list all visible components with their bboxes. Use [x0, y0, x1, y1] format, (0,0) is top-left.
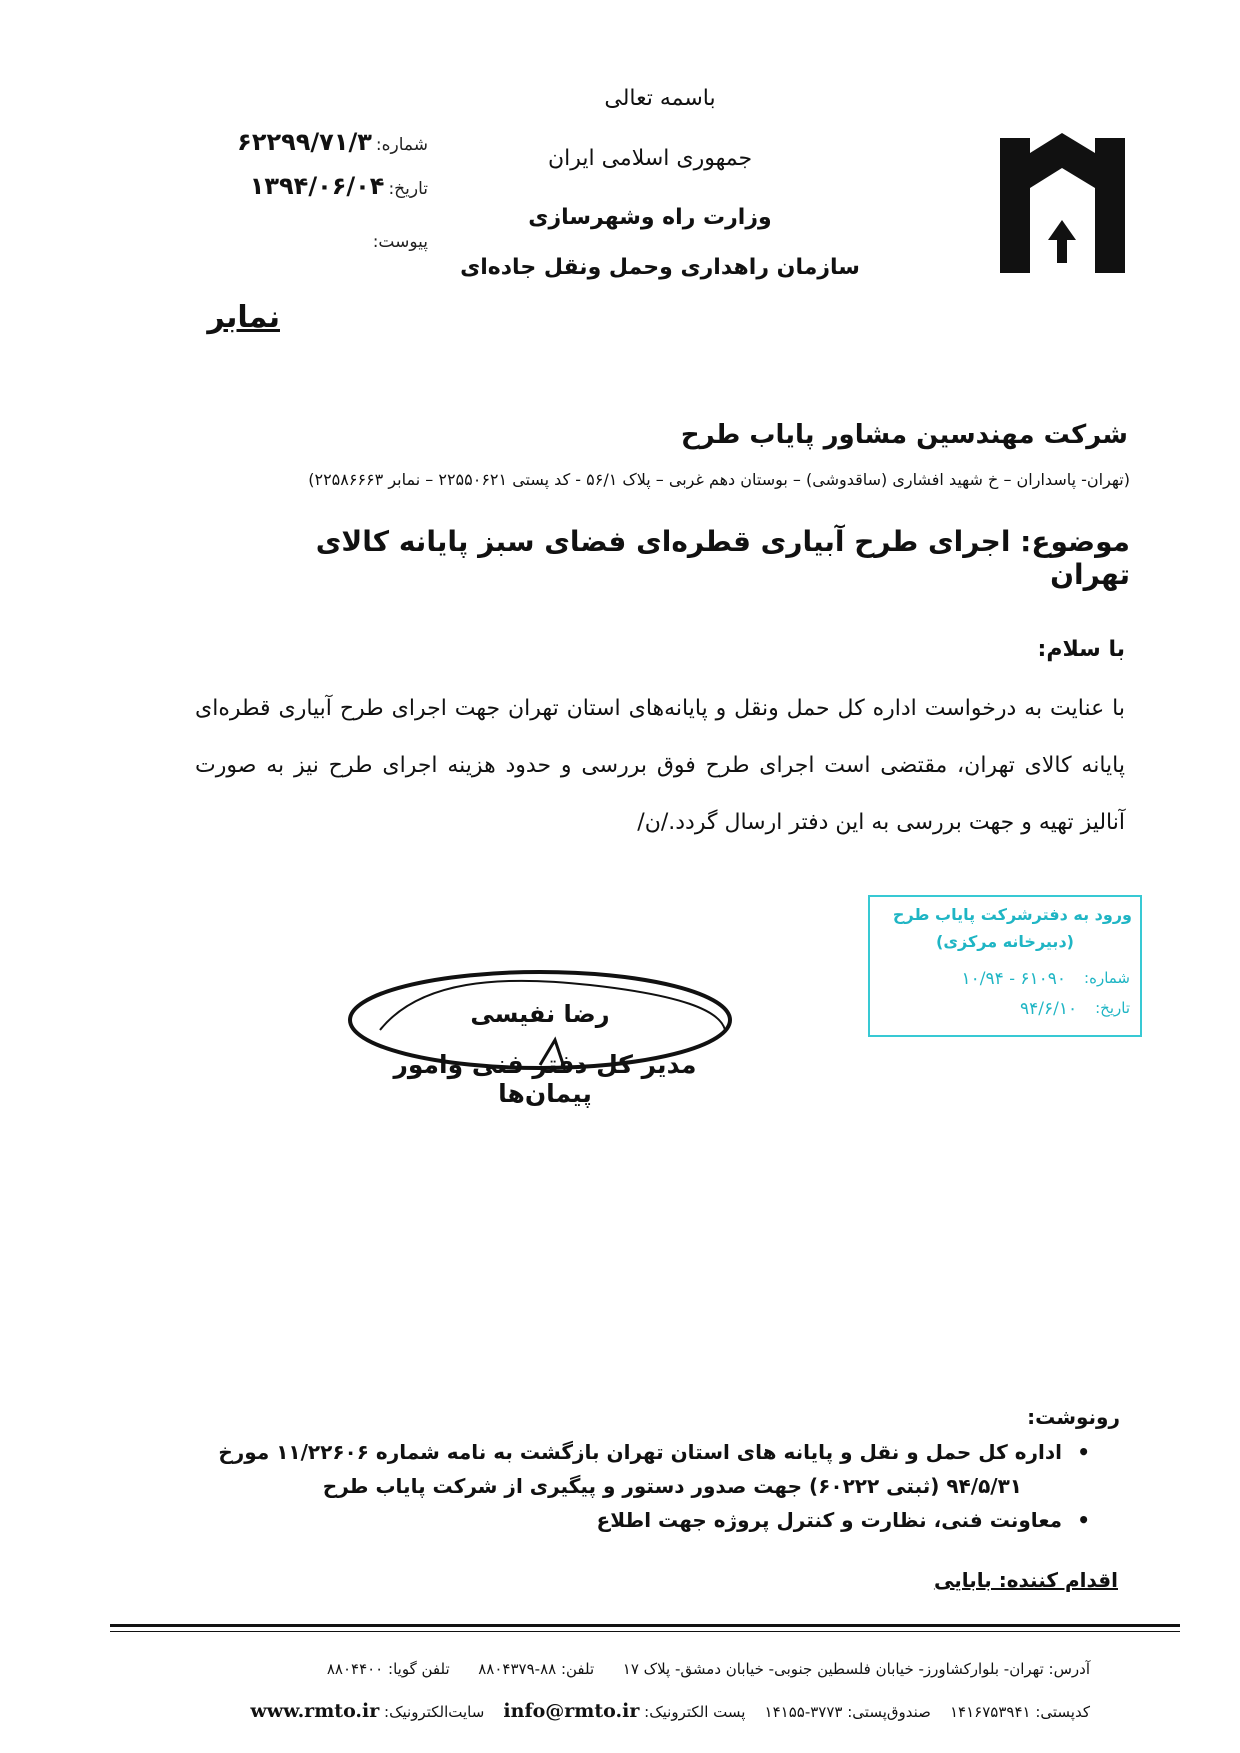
bismillah-text: باسمه تعالی — [604, 86, 716, 111]
copy-item-line2: ۹۴/۵/۳۱ (ثبتی ۶۰۲۲۲) جهت صدور دستور و پیگیری از شرکت پایاب طرح — [322, 1474, 1022, 1498]
footer-divider — [110, 1624, 1180, 1627]
footer-online — [200, 1700, 1090, 1722]
organization-name: سازمان راهداری وحمل ونقل جاده‌ای — [460, 255, 860, 280]
footer-phone: تلفن: ۸۸-۸۸۰۴۳۷۹ — [478, 1660, 595, 1678]
copy-item-line1: معاونت فنی، نظارت و کنترل پروژه جهت اطلاع — [596, 1508, 1062, 1532]
signer-title: مدیر کل دفتر فنی وامور پیمان‌ها — [393, 1050, 697, 1108]
copy-item — [120, 1435, 1090, 1503]
letter-attachment — [168, 232, 428, 252]
recipient-company: شرکت مهندسین مشاور پایاب طرح — [680, 420, 1128, 450]
copy-item-line1: اداره کل حمل و نقل و پایانه های استان تهران بازگشت به نامه شماره ۱۱/۲۲۶۰۶ مورخ — [218, 1440, 1062, 1464]
stamp-number-value: ۶۱۰۹۰ - ۱۰/۹۴ — [961, 969, 1067, 989]
letter-body: با عنایت به درخواست اداره کل حمل ونقل و پایانه‌های استان تهران جهت اجرای طرح آبیاری قطره‌ای پایانه کالای تهران، مقتضی است اجرای طرح فوق بررسی و حدود هزینه اجرای طرح نیز به صورت آنالیز تهیه و جهت بررسی به این دفتر ارسال گردد./ن/ — [195, 696, 1125, 835]
date-value: ۱۳۹۴/۰۶/۰۴ — [249, 172, 385, 200]
letter-date — [168, 172, 428, 200]
fax-label: نمابر — [207, 300, 280, 335]
footer-website-label: سایت‌الکترونیک: — [384, 1703, 485, 1721]
stamp-subtitle: (دبیرخانه مرکزی) — [936, 932, 1074, 951]
attachment-label: پیوست: — [372, 232, 428, 252]
rmto-logo-icon — [990, 128, 1135, 283]
footer-ivr: تلفن گویا: ۸۸۰۴۴۰۰ — [326, 1660, 450, 1678]
ministry-name: وزارت راه وشهرسازی — [528, 205, 772, 230]
recipient-address: (تهران- پاسداران – خ شهید افشاری (ساقدوشی) – بوستان دهم غربی – پلاک ۵۶/۱ - کد پستی ۲۲۵۵۰۶۲۱ – نمابر ۲۲۵۸۶۶۶۳) — [308, 470, 1130, 489]
stamp-date-value: ۹۴/۶/۱۰ — [1019, 999, 1078, 1019]
action-by: اقدام کننده: بابایی — [933, 1568, 1118, 1592]
country-name: جمهوری اسلامی ایران — [547, 146, 753, 171]
letter-subject: موضوع: اجرای طرح آبیاری قطره‌ای فضای سبز پایانه کالای تهران — [315, 525, 1130, 591]
copy-item — [120, 1503, 1090, 1537]
copies-label: رونوشت: — [1027, 1405, 1120, 1429]
footer-postal-code: کدپستی: ۱۴۱۶۷۵۳۹۴۱ — [950, 1703, 1090, 1721]
date-label: تاریخ: — [388, 179, 428, 199]
greeting: با سلام: — [1037, 637, 1125, 662]
footer-email[interactable]: info@rmto.ir — [503, 1700, 640, 1722]
stamp-number — [880, 969, 1130, 989]
letter-number — [168, 128, 428, 156]
footer-address: آدرس: تهران- بلوارکشاورز- خیابان فلسطین جنوبی- خیابان دمشق- پلاک ۱۷ — [622, 1660, 1090, 1678]
stamp-title: ورود به دفترشرکت پایاب طرح — [892, 905, 1132, 924]
bullet-icon: • — [1077, 1440, 1090, 1464]
number-label: شماره: — [375, 135, 428, 155]
stamp-date-label: تاریخ: — [1095, 999, 1130, 1017]
footer-po-box: صندوق‌پستی: ۳۷۷۳-۱۴۱۵۵ — [764, 1703, 931, 1721]
footer-divider — [110, 1631, 1180, 1632]
receipt-stamp — [868, 895, 1142, 1037]
bullet-icon: • — [1077, 1508, 1090, 1532]
stamp-date — [880, 999, 1130, 1019]
signer-name: رضا نفیسی — [470, 1000, 610, 1028]
footer-website[interactable]: www.rmto.ir — [250, 1700, 380, 1722]
copies-list — [120, 1435, 1090, 1537]
number-value: ۶۲۲۹۹/۷۱/۳ — [237, 128, 372, 156]
footer-email-label: پست الکترونیک: — [644, 1703, 746, 1721]
footer-contact — [200, 1660, 1090, 1678]
stamp-number-label: شماره: — [1084, 969, 1130, 987]
